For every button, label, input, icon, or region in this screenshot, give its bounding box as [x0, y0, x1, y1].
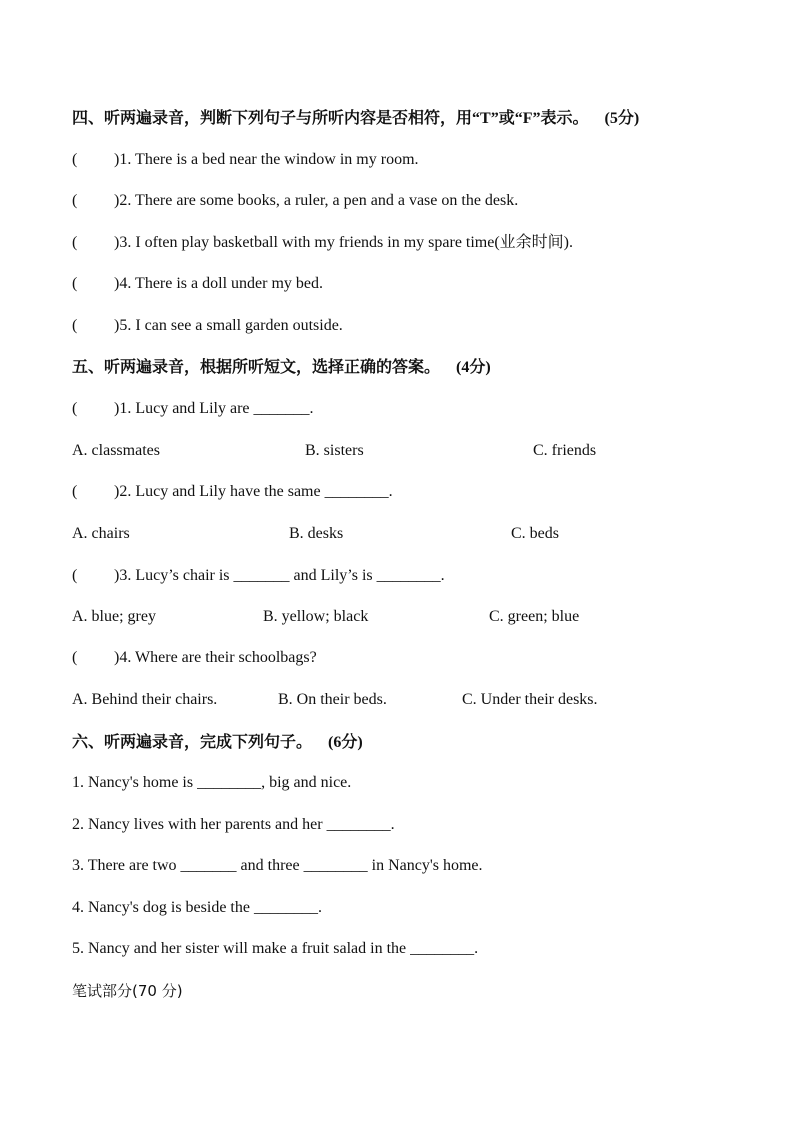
answer-paren: (: [72, 649, 78, 666]
option-c: C. green; blue: [489, 608, 580, 625]
section4-item: [72, 150, 419, 170]
answer-paren: (: [72, 275, 78, 292]
section6-item: 5. Nancy and her sister will make a fruit salad in the ________.: [72, 940, 479, 957]
option-c: C. friends: [533, 442, 597, 459]
option-b: B. desks: [289, 525, 344, 542]
answer-paren: (: [72, 317, 78, 334]
answer-paren: (: [72, 151, 78, 168]
section6-item: 1. Nancy's home is ________, big and nice.: [72, 774, 352, 791]
section4-item: [72, 316, 343, 336]
option-a: A. chairs: [72, 525, 130, 542]
option-c: C. beds: [511, 525, 559, 542]
section5-heading: [72, 357, 491, 378]
question-text: )3. Lucy’s chair is _______ and Lily’s is ________.: [114, 567, 445, 584]
section4-heading-end: 表示。: [540, 108, 589, 127]
answer-paren: (: [72, 483, 78, 500]
item-text: )1. There is a bed near the window in my room.: [114, 151, 419, 168]
answer-paren: (: [72, 234, 78, 251]
section4-score: (5分): [604, 110, 640, 127]
section4-heading-text: 四、听两遍录音，判断下列句子与所听内容是否相符，用: [72, 108, 473, 127]
item-text: )3. I often play basketball with my friends in my spare time(业余时间).: [114, 234, 574, 251]
section6-score: (6分): [328, 734, 363, 751]
option-a: A. Behind their chairs.: [72, 691, 218, 708]
item-text: )5. I can see a small garden outside.: [114, 317, 343, 334]
section5-heading-text: 五、听两遍录音，根据所听短文，选择正确的答案。: [72, 357, 441, 376]
option-c: C. Under their desks.: [462, 691, 598, 708]
answer-paren: (: [72, 400, 78, 417]
section4-item: [72, 191, 518, 211]
section6-heading-text: 六、听两遍录音，完成下列句子。: [72, 732, 313, 751]
option-b: B. On their beds.: [278, 691, 387, 708]
section6-item: 3. There are two _______ and three ________ in Nancy's home.: [72, 857, 483, 874]
question-text: )1. Lucy and Lily are _______.: [114, 400, 314, 417]
section4-heading: [72, 108, 639, 129]
question-text: )2. Lucy and Lily have the same ________.: [114, 483, 393, 500]
section5-question: [72, 399, 314, 419]
section4-heading-f: “F”: [514, 110, 541, 127]
section5-score: (4分): [456, 359, 491, 376]
answer-paren: (: [72, 192, 78, 209]
section5-question: [72, 566, 445, 586]
section6-item: 4. Nancy's dog is beside the ________.: [72, 899, 322, 916]
option-b: B. sisters: [305, 442, 364, 459]
section4-heading-t: “T”: [472, 110, 499, 127]
section4-item: [72, 233, 573, 253]
written-part-heading: 笔试部分(70 分): [72, 982, 183, 1000]
answer-paren: (: [72, 567, 78, 584]
option-b: B. yellow; black: [263, 608, 369, 625]
option-a: A. blue; grey: [72, 608, 156, 625]
item-text: )2. There are some books, a ruler, a pen and a vase on the desk.: [114, 192, 519, 209]
question-text: )4. Where are their schoolbags?: [114, 649, 317, 666]
item-text: )4. There is a doll under my bed.: [114, 275, 323, 292]
section5-question: [72, 482, 393, 502]
option-a: A. classmates: [72, 442, 160, 459]
section6-item: 2. Nancy lives with her parents and her ________.: [72, 816, 395, 833]
section5-question: [72, 648, 317, 668]
section6-heading: [72, 732, 363, 753]
section4-heading-or: 或: [498, 108, 515, 127]
section4-item: [72, 274, 323, 294]
